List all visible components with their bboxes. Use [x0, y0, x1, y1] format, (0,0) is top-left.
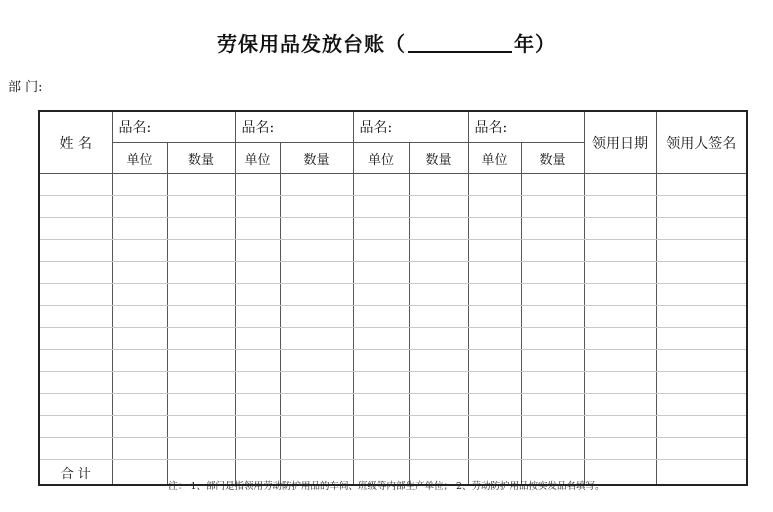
blank-cell[interactable]: [353, 328, 409, 350]
table-row: [39, 196, 747, 218]
title-suffix: 年）: [514, 32, 556, 56]
blank-cell[interactable]: [468, 438, 521, 460]
blank-cell[interactable]: [468, 174, 521, 196]
blank-cell[interactable]: [39, 262, 112, 284]
blank-cell[interactable]: [167, 218, 235, 240]
table-row: [39, 438, 747, 460]
blank-cell[interactable]: [280, 438, 353, 460]
table-row: [39, 284, 747, 306]
blank-cell[interactable]: [584, 174, 656, 196]
blank-cell[interactable]: [584, 394, 656, 416]
blank-cell[interactable]: [235, 394, 280, 416]
blank-cell[interactable]: [409, 438, 468, 460]
blank-cell[interactable]: [39, 350, 112, 372]
blank-cell[interactable]: [468, 416, 521, 438]
blank-cell[interactable]: [112, 394, 167, 416]
name-header: 姓 名: [39, 111, 112, 174]
blank-cell[interactable]: [409, 372, 468, 394]
blank-cell[interactable]: [235, 350, 280, 372]
blank-cell[interactable]: [39, 438, 112, 460]
blank-cell[interactable]: [39, 372, 112, 394]
blank-cell[interactable]: [409, 416, 468, 438]
blank-cell[interactable]: [468, 262, 521, 284]
unit-header-3: 单位: [353, 143, 409, 174]
blank-cell[interactable]: [353, 196, 409, 218]
blank-cell[interactable]: [235, 284, 280, 306]
blank-cell[interactable]: [468, 196, 521, 218]
blank-cell[interactable]: [521, 284, 584, 306]
blank-cell[interactable]: [235, 262, 280, 284]
blank-cell[interactable]: [656, 350, 747, 372]
blank-cell[interactable]: [112, 328, 167, 350]
blank-cell[interactable]: [39, 328, 112, 350]
blank-cell[interactable]: [167, 438, 235, 460]
total-label: 合 计: [39, 460, 112, 486]
blank-cell[interactable]: [39, 284, 112, 306]
page-title: [0, 28, 773, 57]
blank-cell[interactable]: [584, 196, 656, 218]
blank-cell[interactable]: [656, 306, 747, 328]
unit-header-1: 单位: [112, 143, 167, 174]
blank-cell[interactable]: [656, 438, 747, 460]
blank-cell[interactable]: [521, 240, 584, 262]
blank-cell[interactable]: [112, 372, 167, 394]
blank-cell[interactable]: [521, 174, 584, 196]
blank-cell[interactable]: [656, 372, 747, 394]
qty-header-1: 数量: [167, 143, 235, 174]
blank-cell[interactable]: [167, 284, 235, 306]
table-row: [39, 416, 747, 438]
blank-cell[interactable]: [521, 196, 584, 218]
blank-cell[interactable]: [167, 196, 235, 218]
blank-cell[interactable]: [353, 284, 409, 306]
blank-cell[interactable]: [584, 438, 656, 460]
table-row: [39, 372, 747, 394]
product-name-header-2: 品名:: [235, 111, 353, 143]
blank-cell[interactable]: [584, 416, 656, 438]
blank-cell[interactable]: [167, 328, 235, 350]
blank-cell[interactable]: [280, 306, 353, 328]
blank-cell[interactable]: [39, 240, 112, 262]
blank-cell[interactable]: [584, 240, 656, 262]
blank-cell[interactable]: [280, 394, 353, 416]
blank-cell[interactable]: [235, 174, 280, 196]
signature-header: 领用人签名: [656, 111, 747, 174]
blank-cell[interactable]: [112, 196, 167, 218]
blank-cell[interactable]: [656, 174, 747, 196]
blank-cell[interactable]: [39, 394, 112, 416]
blank-cell[interactable]: [280, 350, 353, 372]
blank-cell[interactable]: [280, 196, 353, 218]
department-label: 部 门:: [8, 80, 43, 95]
qty-header-3: 数量: [409, 143, 468, 174]
blank-cell[interactable]: [353, 350, 409, 372]
blank-cell[interactable]: [656, 196, 747, 218]
blank-cell[interactable]: [353, 262, 409, 284]
blank-cell[interactable]: [468, 284, 521, 306]
blank-cell[interactable]: [235, 438, 280, 460]
blank-cell[interactable]: [280, 218, 353, 240]
table-row: [39, 394, 747, 416]
table-row: [39, 306, 747, 328]
date-header: 领用日期: [584, 111, 656, 174]
blank-cell[interactable]: [280, 174, 353, 196]
blank-cell[interactable]: [468, 328, 521, 350]
blank-cell[interactable]: [409, 284, 468, 306]
blank-cell[interactable]: [409, 196, 468, 218]
blank-cell[interactable]: [280, 262, 353, 284]
blank-cell[interactable]: [235, 306, 280, 328]
blank-cell[interactable]: [167, 240, 235, 262]
blank-cell[interactable]: [353, 394, 409, 416]
blank-cell[interactable]: [167, 174, 235, 196]
blank-cell[interactable]: [167, 416, 235, 438]
qty-header-2: 数量: [280, 143, 353, 174]
blank-cell[interactable]: [584, 218, 656, 240]
blank-cell[interactable]: [468, 350, 521, 372]
title-prefix: 劳保用品发放台账（: [217, 32, 406, 56]
blank-cell[interactable]: [280, 416, 353, 438]
blank-cell[interactable]: [353, 240, 409, 262]
blank-cell[interactable]: [39, 218, 112, 240]
blank-cell[interactable]: [409, 240, 468, 262]
blank-cell[interactable]: [167, 262, 235, 284]
blank-cell[interactable]: [39, 174, 112, 196]
blank-cell[interactable]: [167, 372, 235, 394]
blank-cell[interactable]: [235, 196, 280, 218]
blank-cell[interactable]: [468, 394, 521, 416]
blank-cell[interactable]: [235, 416, 280, 438]
blank-cell[interactable]: [235, 240, 280, 262]
blank-cell[interactable]: [468, 240, 521, 262]
blank-cell[interactable]: [235, 372, 280, 394]
blank-cell[interactable]: [468, 306, 521, 328]
blank-cell[interactable]: [409, 306, 468, 328]
unit-header-4: 单位: [468, 143, 521, 174]
blank-cell[interactable]: [112, 174, 167, 196]
table-row: [39, 350, 747, 372]
footnote: 注： 1、部门是指领用劳动防护用品的车间、班级等内部生产单位； 2、劳动防护用品按实发品名填写。: [168, 481, 605, 492]
blank-cell[interactable]: [409, 394, 468, 416]
blank-cell[interactable]: [521, 218, 584, 240]
product-name-header-1: 品名:: [112, 111, 235, 143]
blank-cell[interactable]: [521, 372, 584, 394]
table-row: [39, 174, 747, 196]
blank-cell[interactable]: [409, 328, 468, 350]
blank-cell[interactable]: [584, 350, 656, 372]
blank-cell[interactable]: [280, 328, 353, 350]
blank-cell[interactable]: [353, 416, 409, 438]
blank-cell[interactable]: [353, 218, 409, 240]
blank-cell[interactable]: [167, 394, 235, 416]
blank-cell[interactable]: [409, 262, 468, 284]
blank-cell[interactable]: [468, 372, 521, 394]
blank-cell[interactable]: [112, 306, 167, 328]
blank-cell[interactable]: [167, 350, 235, 372]
table-row: [39, 240, 747, 262]
blank-cell[interactable]: [521, 394, 584, 416]
blank-cell[interactable]: [656, 394, 747, 416]
blank-cell[interactable]: [280, 240, 353, 262]
blank-cell[interactable]: [656, 240, 747, 262]
blank-cell[interactable]: [656, 328, 747, 350]
table-row: [39, 328, 747, 350]
issue-ledger-table: [38, 110, 748, 486]
table-row: [39, 218, 747, 240]
blank-cell[interactable]: [112, 350, 167, 372]
blank-cell[interactable]: [584, 372, 656, 394]
blank-cell[interactable]: [521, 262, 584, 284]
blank-cell[interactable]: [584, 306, 656, 328]
table-row: [39, 262, 747, 284]
blank-cell[interactable]: [656, 262, 747, 284]
product-name-header-3: 品名:: [353, 111, 468, 143]
blank-cell[interactable]: [584, 284, 656, 306]
blank-cell[interactable]: [656, 416, 747, 438]
blank-cell[interactable]: [353, 438, 409, 460]
qty-header-4: 数量: [521, 143, 584, 174]
blank-cell[interactable]: [353, 174, 409, 196]
blank-cell[interactable]: [409, 174, 468, 196]
blank-cell[interactable]: [521, 328, 584, 350]
blank-cell[interactable]: [112, 240, 167, 262]
blank-cell[interactable]: [112, 438, 167, 460]
blank-cell[interactable]: [39, 196, 112, 218]
blank-cell[interactable]: [409, 218, 468, 240]
blank-cell[interactable]: [112, 416, 167, 438]
blank-cell[interactable]: [353, 372, 409, 394]
blank-cell[interactable]: [280, 284, 353, 306]
blank-cell[interactable]: [409, 350, 468, 372]
year-blank-field[interactable]: [408, 31, 512, 53]
blank-cell[interactable]: [112, 284, 167, 306]
blank-cell[interactable]: [353, 306, 409, 328]
blank-cell[interactable]: [656, 284, 747, 306]
blank-cell[interactable]: [521, 416, 584, 438]
blank-cell[interactable]: [521, 438, 584, 460]
blank-cell[interactable]: [39, 416, 112, 438]
product-name-header-4: 品名:: [468, 111, 584, 143]
blank-cell[interactable]: [39, 306, 112, 328]
blank-cell[interactable]: [112, 218, 167, 240]
blank-cell[interactable]: [584, 328, 656, 350]
blank-cell[interactable]: [112, 262, 167, 284]
blank-cell[interactable]: [235, 328, 280, 350]
blank-cell[interactable]: [468, 218, 521, 240]
blank-cell[interactable]: [521, 306, 584, 328]
blank-cell[interactable]: [167, 306, 235, 328]
blank-cell[interactable]: [235, 218, 280, 240]
blank-cell[interactable]: [584, 262, 656, 284]
blank-cell[interactable]: [521, 350, 584, 372]
blank-cell[interactable]: [280, 372, 353, 394]
unit-header-2: 单位: [235, 143, 280, 174]
blank-cell[interactable]: [656, 218, 747, 240]
